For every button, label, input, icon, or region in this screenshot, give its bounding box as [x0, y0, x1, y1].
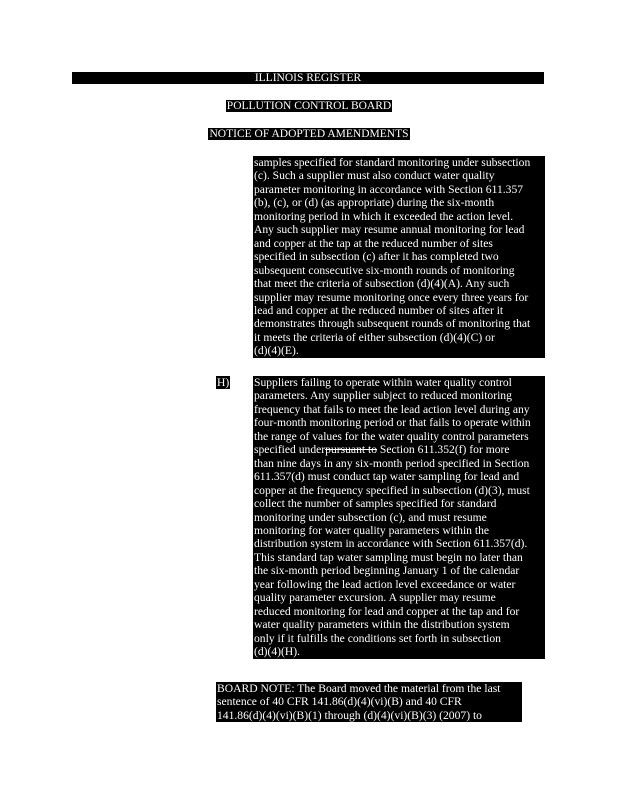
text-line: quality parameter excursion. A supplier may resume	[254, 591, 496, 605]
text-line: only if it fulfills the conditions set forth in subsection	[254, 631, 501, 645]
board-note-block	[216, 682, 522, 722]
text-line: (b), (c), or (d) (as appropriate) during the six-month	[254, 196, 495, 210]
text-line: (d)(4)(E).	[254, 344, 299, 358]
item-marker: H)	[217, 376, 230, 389]
text-line: Any such supplier may resume annual monitoring for lead	[254, 223, 525, 237]
text-line: copper at the frequency specified in subsection (d)(3), must	[254, 483, 530, 497]
text-line: the range of values for the water quality control parameters	[254, 429, 529, 443]
text-line: the six-month period beginning January 1 of the calendar	[254, 564, 520, 578]
notice-heading	[0, 128, 618, 141]
board-title: POLLUTION CONTROL BOARD	[226, 100, 392, 112]
text-line: frequency that fails to meet the lead action level during any	[254, 402, 530, 416]
struck-text: pursuant to	[325, 443, 377, 457]
text-block-continuation	[253, 156, 545, 358]
text-line: monitoring under subsection (c), and must resume	[254, 510, 487, 524]
register-title: ILLINOIS REGISTER	[254, 72, 362, 84]
text-line: than nine days in any six-month period specified in Section	[254, 456, 530, 470]
text-line: distribution system in accordance with Section 611.357(d).	[254, 537, 528, 551]
text-line: 611.357(d) must conduct tap water sampling for lead and	[254, 470, 520, 484]
text-line: water quality parameters within the distribution system	[254, 618, 510, 632]
text-line: parameter monitoring in accordance with Section 611.357	[254, 182, 524, 196]
text-block-item-h	[253, 376, 545, 659]
text-line: samples specified for standard monitoring under subsection	[254, 156, 531, 169]
text-line: subsequent consecutive six-month rounds of monitoring	[254, 263, 515, 277]
text-line: and copper at the tap at the reduced number of sites	[254, 236, 493, 250]
text-line: collect the number of samples specified for standard	[254, 497, 497, 511]
text-line-amended	[254, 443, 544, 456]
text-line: BOARD NOTE: The Board moved the material from the last	[217, 682, 501, 695]
text-line: This standard tap water sampling must begin no later than	[254, 550, 523, 564]
text-line: sentence of 40 CFR 141.86(d)(4)(vi)(B) and 40 CFR	[217, 695, 462, 709]
register-header-bar	[72, 72, 544, 84]
board-heading	[0, 100, 618, 113]
text-fragment: Section 611.352(f) for more	[377, 443, 510, 457]
text-line: monitoring for water quality parameters within the	[254, 523, 490, 537]
text-line: monitoring period in which it exceeded the action level.	[254, 209, 514, 223]
text-line: four-month monitoring period or that fails to operate within	[254, 416, 531, 430]
text-line: lead and copper at the reduced number of sites after it	[254, 303, 504, 317]
text-line: supplier may resume monitoring once every three years for	[254, 290, 529, 304]
notice-title: NOTICE OF ADOPTED AMENDMENTS	[209, 128, 409, 140]
text-line: (d)(4)(H).	[254, 645, 301, 659]
text-line: year following the lead action level exceedance or water	[254, 577, 516, 591]
text-line: specified in subsection (c) after it has completed two	[254, 250, 499, 264]
text-line: (c). Such a supplier must also conduct water quality	[254, 169, 495, 183]
text-line: that meet the criteria of subsection (d)(4)(A). Any such	[254, 277, 510, 291]
text-line: reduced monitoring for lead and copper at the tap and for	[254, 604, 520, 618]
text-line: parameters. Any supplier subject to reduced monitoring	[254, 389, 512, 403]
text-line: demonstrates through subsequent rounds of monitoring that	[254, 317, 531, 331]
text-line: 141.86(d)(4)(vi)(B)(1) through (d)(4)(vi)(B)(3) (2007) to	[217, 708, 482, 722]
text-line: Suppliers failing to operate within water quality control	[254, 376, 512, 389]
text-line: it meets the criteria of either subsection (d)(4)(C) or	[254, 330, 495, 344]
text-fragment: specified under	[254, 443, 326, 457]
